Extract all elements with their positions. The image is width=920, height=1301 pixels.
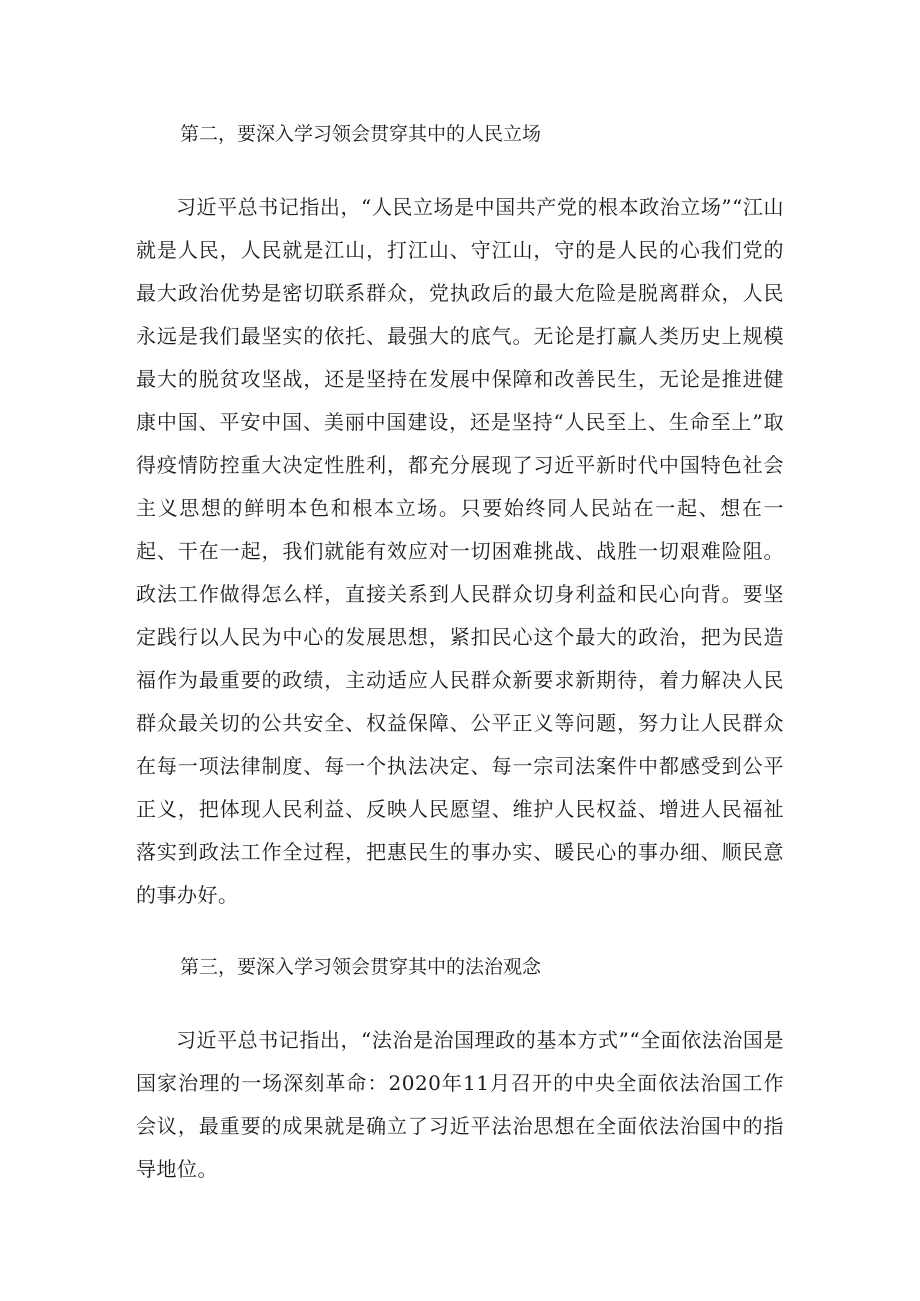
- section-heading-rule-of-law: 第三，要深入学习领会贯穿其中的法治观念: [180, 956, 542, 978]
- document-body: [136, 112, 784, 1221]
- section-heading-people-stance: 第二，要深入学习领会贯穿其中的人民立场: [180, 123, 542, 145]
- paragraph-people-stance: 习近平总书记指出，“人民立场是中国共产党的根本政治立场”“江山就是人民，人民就是江山，打江山、守江山，守的是人民的心我们党的最大政治优势是密切联系群众，党执政后的最大危险是脱离群众，人民永远是我们最坚实的依托、最强大的底气。无论是打赢人类历史上规模最大的脱贫攻坚战，还是坚持在发展中保障和改善民生，无论是推进健康中国、平安中国、美丽中国建设，还是坚持“人民至上、生命至上”取得疫情防控重大决定性胜利，都充分展现了习近平新时代中国特色社会主义思想的鲜明本色和根本立场。只要始终同人民站在一起、想在一起、干在一起，我们就能有效应对一切困难挑战、战胜一切艰难险阻。政法工作做得怎么样，直接关系到人民群众切身利益和民心向背。要坚定践行以人民为中心的发展思想，紧扣民心这个最大的政治，把为民造福作为最重要的政绩，主动适应人民群众新要求新期待，着力解决人民群众最关切的公共安全、权益保障、公平正义等问题，努力让人民群众在每一项法律制度、每一个执法决定、每一宗司法案件中都感受到公平正义，把体现人民利益、反映人民愿望、维护人民权益、增进人民福祉落实到政法工作全过程，把惠民生的事办实、暖民心的事办细、顺民意的事办好。: [136, 195, 784, 907]
- paragraph-rule-of-law: 习近平总书记指出，“法治是治国理政的基本方式”“全面依法治国是国家治理的一场深刻革命：2020年11月召开的中央全面依法治国工作会议，最重要的成果就是确立了习近平法治思想在全面依法治国中的指导地位。: [136, 1028, 784, 1181]
